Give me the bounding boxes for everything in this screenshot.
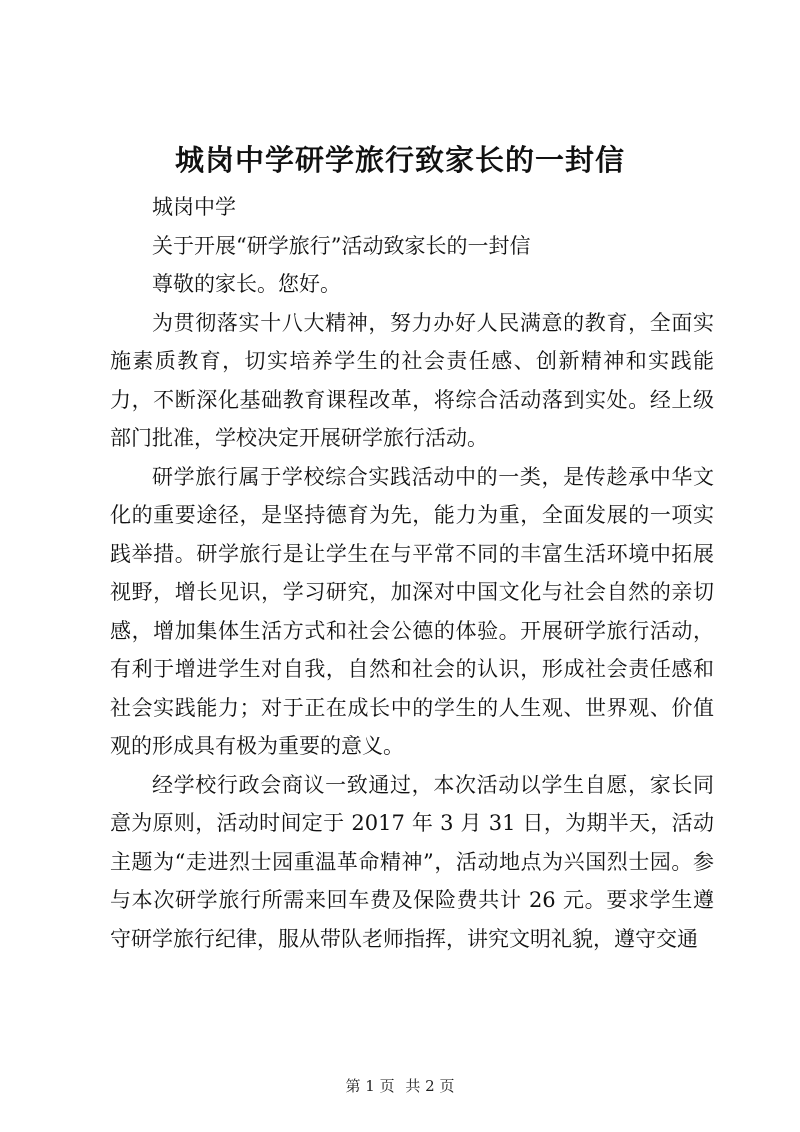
page-number: 第 1 页 <box>345 1077 395 1095</box>
letter-subject: 关于开展“研学旅行”活动致家长的一封信 <box>152 233 531 258</box>
page-footer <box>0 1075 800 1096</box>
paragraph-arrangements: 经学校行政会商议一致通过，本次活动以学生自愿，家长同意为原则，活动时间定于 2017 年 3 月 31 日，为期半天，活动主题为“走进烈士园重温革命精神”，活动地点为兴国烈士园。参与本次研学旅行所需来回车费及保险费共计 26 元。要求学生遵守研学旅行纪律，服从带队老师指挥，讲究文明礼貌，遵守交通 <box>110 772 714 951</box>
letter-body <box>110 188 714 958</box>
page-title: 城岗中学研学旅行致家长的一封信 <box>174 143 625 177</box>
salutation: 尊敬的家长。您好。 <box>152 272 341 296</box>
school-name: 城岗中学 <box>152 195 236 219</box>
paragraph-purpose: 为贯彻落实十八大精神，努力办好人民满意的教育，全面实施素质教育，切实培养学生的社会责任感、创新精神和实践能力，不断深化基础教育课程改革，将综合活动落到实处。经上级部门批准，学校决定开展研学旅行活动。 <box>110 310 714 450</box>
page-total: 共 2 页 <box>405 1077 455 1095</box>
paragraph-significance: 研学旅行属于学校综合实践活动中的一类，是传趁承中华文化的重要途径，是坚持德育为先，能力为重，全面发展的一项实践举措。研学旅行是让学生在与平常不同的丰富生活环境中拓展视野，增长见识，学习研究，加深对中国文化与社会自然的亲切感，增加集体生活方式和社会公德的体验。开展研学旅行活动，有利于增进学生对自我，自然和社会的认识，形成社会责任感和社会实践能力；对于正在成长中的学生的人生观、世界观、价值观的形成具有极为重要的意义。 <box>110 464 714 758</box>
